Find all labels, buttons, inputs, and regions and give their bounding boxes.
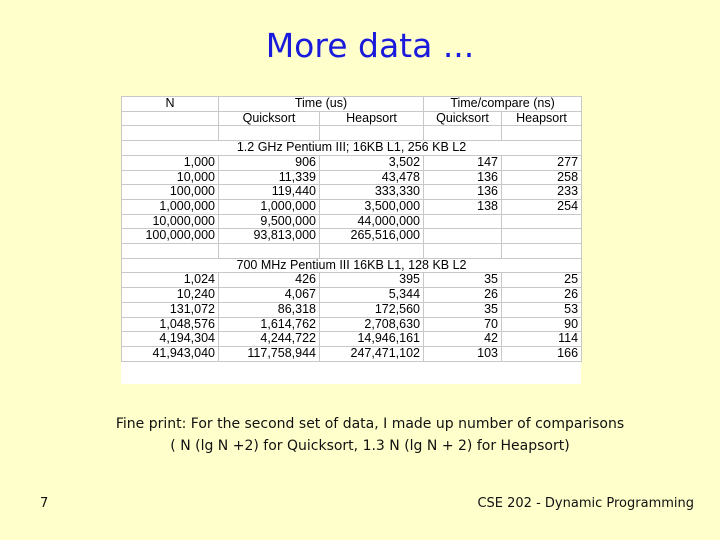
table-row	[122, 214, 582, 229]
spacer-row	[122, 244, 582, 259]
table-row	[122, 346, 582, 361]
header-time: Time (us)	[219, 97, 424, 112]
table-cell: 100,000,000	[122, 229, 219, 244]
table-row	[122, 302, 582, 317]
empty-cell	[502, 244, 582, 259]
empty-cell	[320, 244, 424, 259]
table-cell: 3,500,000	[320, 199, 424, 214]
table-row	[122, 229, 582, 244]
table-cell	[502, 229, 582, 244]
table-cell: 166	[502, 346, 582, 361]
table-cell: 136	[424, 170, 502, 185]
empty-cell	[424, 244, 502, 259]
table-cell: 258	[502, 170, 582, 185]
section2-title: 700 MHz Pentium III 16KB L1, 128 KB L2	[122, 258, 582, 273]
table-cell: 41,943,040	[122, 346, 219, 361]
table-cell: 86,318	[219, 302, 320, 317]
table-cell: 265,516,000	[320, 229, 424, 244]
empty-cell	[122, 244, 219, 259]
table-row	[122, 273, 582, 288]
table-cell: 254	[502, 199, 582, 214]
table-cell: 90	[502, 317, 582, 332]
table-cell: 35	[424, 273, 502, 288]
table-cell: 70	[424, 317, 502, 332]
data-table-container	[121, 96, 581, 384]
table-cell: 1,024	[122, 273, 219, 288]
table-row	[122, 199, 582, 214]
table-cell: 4,194,304	[122, 332, 219, 347]
table-cell	[424, 229, 502, 244]
table-cell: 5,344	[320, 288, 424, 303]
fine-print-line-2: ( N (lg N +2) for Quicksort, 1.3 N (lg N + 2) for Heapsort)	[170, 438, 570, 454]
table-cell: 172,560	[320, 302, 424, 317]
section1-title-row	[122, 141, 582, 156]
header-row-1	[122, 97, 582, 112]
table-cell: 9,500,000	[219, 214, 320, 229]
section2-title-row	[122, 258, 582, 273]
empty-cell	[219, 126, 320, 141]
table-cell: 11,339	[219, 170, 320, 185]
table-cell: 4,067	[219, 288, 320, 303]
header-n: N	[122, 97, 219, 112]
fine-print-line-1: Fine print: For the second set of data, I made up number of comparisons	[115, 416, 625, 432]
table-cell: 233	[502, 185, 582, 200]
header-row-2	[122, 111, 582, 126]
table-row	[122, 155, 582, 170]
spacer-row	[122, 126, 582, 141]
table-cell: 25	[502, 273, 582, 288]
timing-data-table	[121, 96, 582, 362]
header-time-compare: Time/compare (ns)	[424, 97, 582, 112]
table-cell: 43,478	[320, 170, 424, 185]
table-cell: 1,614,762	[219, 317, 320, 332]
table-row	[122, 185, 582, 200]
table-cell: 10,000	[122, 170, 219, 185]
table-cell	[502, 214, 582, 229]
table-cell: 42	[424, 332, 502, 347]
table-cell: 10,240	[122, 288, 219, 303]
table-cell: 2,708,630	[320, 317, 424, 332]
table-row	[122, 317, 582, 332]
footer-text: CSE 202 - Dynamic Programming	[477, 496, 694, 511]
table-cell: 426	[219, 273, 320, 288]
table-cell: 117,758,944	[219, 346, 320, 361]
table-row	[122, 170, 582, 185]
table-cell: 35	[424, 302, 502, 317]
table-cell: 395	[320, 273, 424, 288]
table-cell: 136	[424, 185, 502, 200]
table-cell: 247,471,102	[320, 346, 424, 361]
section1-title: 1.2 GHz Pentium III; 16KB L1, 256 KB L2	[122, 141, 582, 156]
table-cell: 119,440	[219, 185, 320, 200]
slide-title: More data ...	[265, 26, 475, 65]
empty-cell	[219, 244, 320, 259]
empty-cell	[122, 126, 219, 141]
table-cell	[424, 214, 502, 229]
table-cell: 906	[219, 155, 320, 170]
table-cell: 131,072	[122, 302, 219, 317]
header-heapsort: Heapsort	[320, 111, 424, 126]
table-cell: 14,946,161	[320, 332, 424, 347]
fine-print	[60, 413, 680, 457]
empty-cell	[502, 126, 582, 141]
table-cell: 44,000,000	[320, 214, 424, 229]
section1-body	[122, 155, 582, 243]
table-cell: 1,000	[122, 155, 219, 170]
table-cell: 103	[424, 346, 502, 361]
table-cell: 53	[502, 302, 582, 317]
table-cell: 138	[424, 199, 502, 214]
table-cell: 93,813,000	[219, 229, 320, 244]
header-quicksort: Quicksort	[219, 111, 320, 126]
table-cell: 100,000	[122, 185, 219, 200]
header-heapsort-compare: Heapsort	[502, 111, 582, 126]
table-cell: 333,330	[320, 185, 424, 200]
table-cell: 114	[502, 332, 582, 347]
table-cell: 26	[424, 288, 502, 303]
table-cell: 3,502	[320, 155, 424, 170]
table-cell: 1,000,000	[219, 199, 320, 214]
table-cell: 1,000,000	[122, 199, 219, 214]
header-quicksort-compare: Quicksort	[424, 111, 502, 126]
table-cell: 10,000,000	[122, 214, 219, 229]
table-row	[122, 288, 582, 303]
page-number: 7	[40, 496, 49, 511]
section2-body	[122, 273, 582, 361]
header-blank	[122, 111, 219, 126]
table-cell: 277	[502, 155, 582, 170]
table-cell: 26	[502, 288, 582, 303]
table-cell: 1,048,576	[122, 317, 219, 332]
empty-cell	[320, 126, 424, 141]
table-row	[122, 332, 582, 347]
table-cell: 147	[424, 155, 502, 170]
empty-cell	[424, 126, 502, 141]
table-cell: 4,244,722	[219, 332, 320, 347]
